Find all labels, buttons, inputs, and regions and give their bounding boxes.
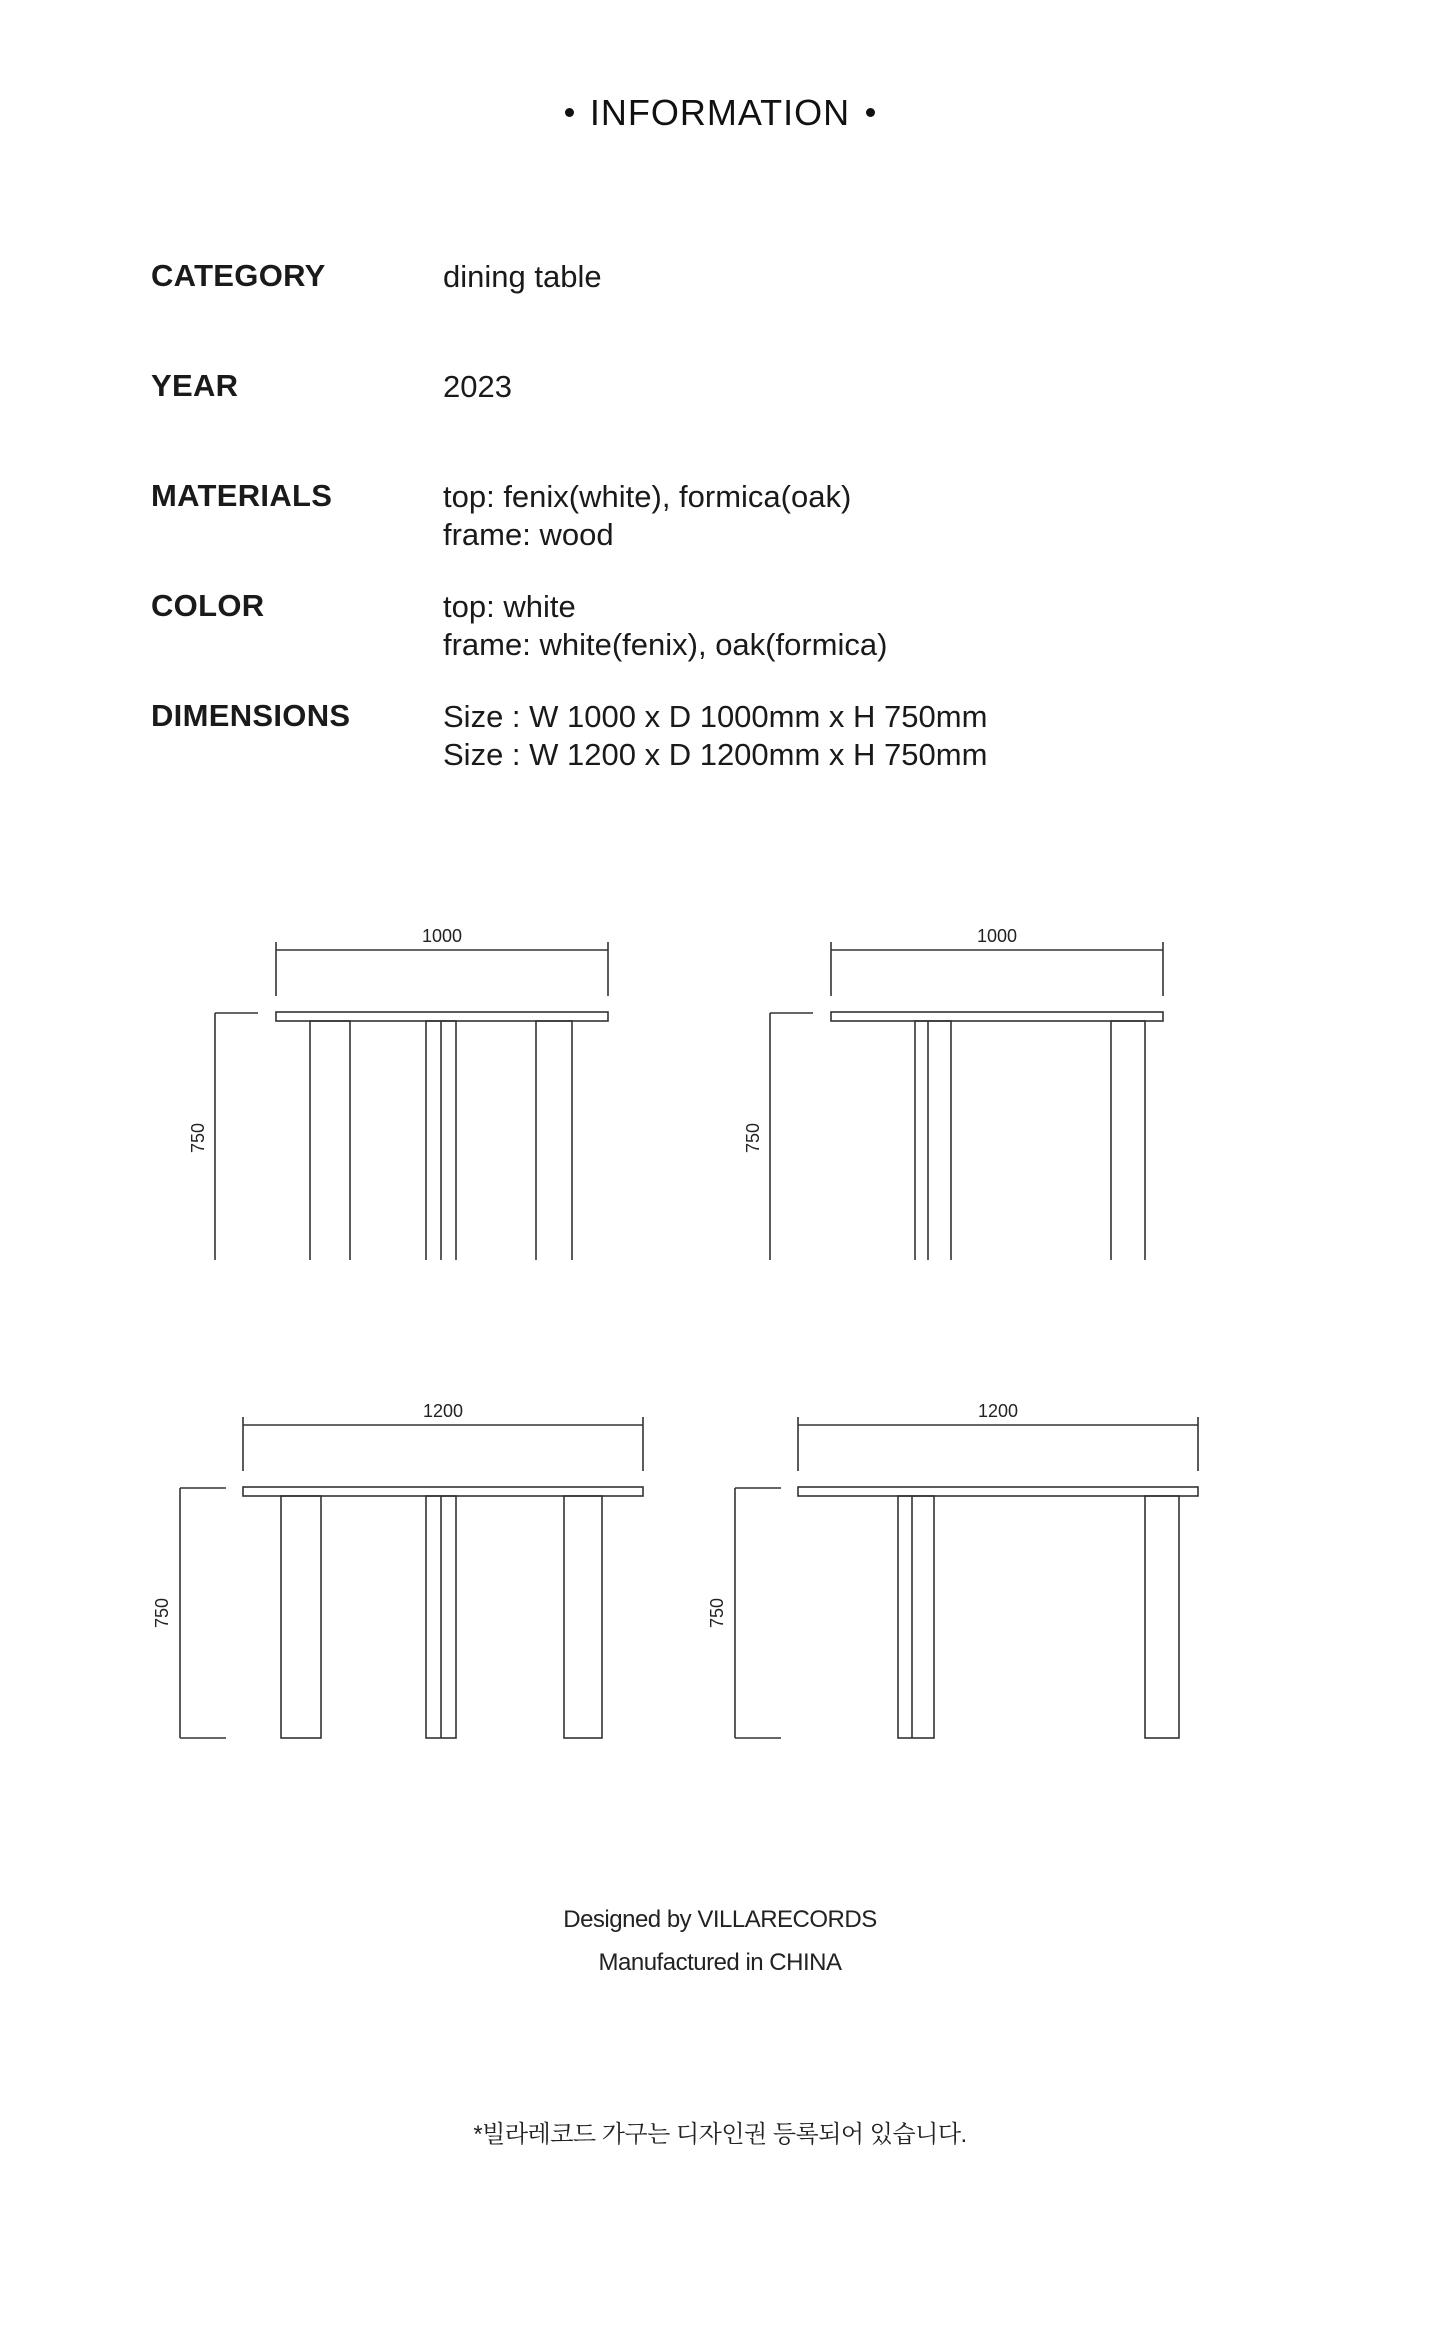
dimension-drawings bbox=[0, 880, 1440, 1750]
table-1000-front-diagram bbox=[190, 900, 670, 1260]
height-dimension-label: 750 bbox=[152, 1597, 172, 1629]
designed-by-text: Designed by VILLARECORDS bbox=[563, 1906, 877, 1933]
table-1200-front-diagram bbox=[150, 1375, 670, 1745]
height-dimension-label: 750 bbox=[190, 1122, 208, 1154]
spec-value-line: frame: white(fenix), oak(formica) bbox=[443, 627, 888, 662]
spec-label: COLOR bbox=[151, 588, 265, 623]
bullet-dot-icon bbox=[866, 108, 875, 117]
table-1000-side-diagram bbox=[745, 900, 1225, 1260]
bullet-dot-icon bbox=[565, 108, 574, 117]
spec-value bbox=[443, 588, 887, 664]
table-1200-side-diagram bbox=[705, 1375, 1225, 1745]
heading-text: INFORMATION bbox=[589, 92, 851, 133]
spec-value bbox=[443, 698, 987, 774]
spec-value-line: 2023 bbox=[443, 369, 512, 404]
width-dimension-label: 1200 bbox=[977, 1401, 1019, 1421]
drawing-1200-front bbox=[150, 1375, 670, 1750]
width-dimension-label: 1000 bbox=[976, 926, 1018, 946]
spec-value-line: Size : W 1000 x D 1000mm x H 750mm bbox=[443, 699, 988, 734]
spec-value bbox=[443, 478, 851, 554]
spec-value-line: dining table bbox=[443, 259, 602, 294]
spec-value-line: top: white bbox=[443, 589, 576, 624]
spec-label: YEAR bbox=[151, 368, 239, 403]
drawing-1000-front bbox=[190, 900, 670, 1265]
height-dimension-label: 750 bbox=[745, 1122, 763, 1154]
spec-label: CATEGORY bbox=[151, 258, 326, 293]
manufactured-text: Manufactured in CHINA bbox=[598, 1949, 842, 1976]
section-heading bbox=[0, 92, 1440, 134]
spec-value-line: top: fenix(white), formica(oak) bbox=[443, 479, 852, 514]
width-dimension-label: 1200 bbox=[422, 1401, 464, 1421]
spec-value bbox=[443, 368, 512, 406]
spec-label: DIMENSIONS bbox=[151, 698, 351, 733]
design-registration-notice: *빌라레코드 가구는 디자인권 등록되어 있습니다. bbox=[473, 2121, 967, 2148]
drawing-1000-side bbox=[745, 900, 1225, 1265]
width-dimension-label: 1000 bbox=[421, 926, 463, 946]
spec-value-line: Size : W 1200 x D 1200mm x H 750mm bbox=[443, 737, 988, 772]
height-dimension-label: 750 bbox=[707, 1597, 727, 1629]
drawing-1200-side bbox=[705, 1375, 1225, 1750]
spec-label: MATERIALS bbox=[151, 478, 333, 513]
spec-value bbox=[443, 258, 602, 296]
spec-value-line: frame: wood bbox=[443, 517, 614, 552]
credits bbox=[0, 1898, 1440, 1984]
